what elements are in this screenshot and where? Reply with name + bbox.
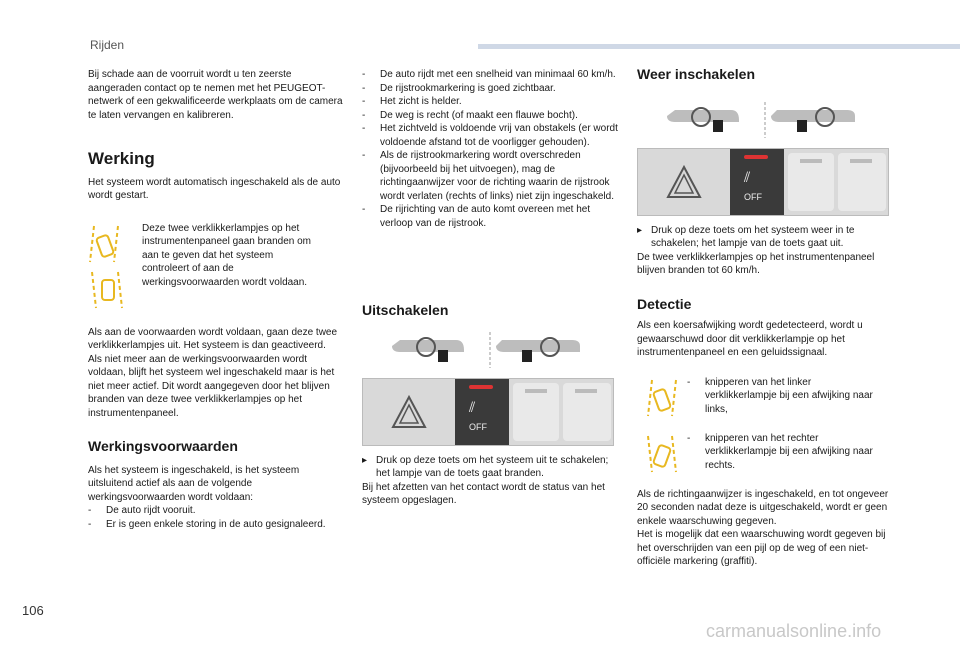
detect-left-block (637, 376, 893, 420)
button-panel-photo (637, 148, 889, 216)
detectie-para2: Het is mogelijk dat een waarschuwing wordt gegeven bij het overschrijden van een pijl op de weg of een niet-officiële markering (graffiti). (637, 529, 886, 567)
lane-assist-button[interactable] (455, 379, 509, 445)
list-item: - De auto rijdt vooruit. (88, 504, 344, 518)
section-title-uitschakelen: Uitschakelen (362, 302, 449, 318)
lamp-icons (88, 222, 142, 310)
steering-controls-illustration (637, 100, 893, 140)
intro-paragraph: Bij schade aan de voorruit wordt u ten zeerste aangeraden contact op te nemen met het PEUGEOT-netwerk of een gekwalificeerde werkplaats om de camera te laten vervangen en kalibreren. (88, 69, 343, 121)
step-arrow-icon: ▸ (637, 224, 643, 236)
hazard-icon (638, 149, 730, 215)
button-indicator-light (469, 385, 493, 389)
detect-right-list (687, 432, 873, 476)
lamp-text: Deze twee verklikkerlampjes op het instrumentenpaneel gaan branden om aan te geven dat het systeem controleert of aan de werkingsvoorwaarden wordt voldaan. (142, 222, 312, 288)
list-item: - Het zicht is helder. (362, 95, 618, 109)
voorwaarden-text: Als het systeem is ingeschakeld, is het systeem uitsluitend actief als aan de volgende werkingsvoorwaarden wordt voldaan: (88, 464, 300, 503)
panel-button-2 (788, 153, 834, 211)
column-3 (637, 68, 893, 569)
detectie-para1: Als de richtingaanwijzer is ingeschakeld, en tot ongeveer 20 seconden nadat deze is uitgeschakeld, wordt er geen enkele waarschuwing gegeven. (637, 488, 889, 527)
page-number: 106 (22, 603, 44, 618)
off-label: OFF (469, 421, 487, 432)
list-item: - Het zichtveld is voldoende vrij van obstakels (er wordt voldoende afstand tot de voorligger gehouden). (362, 122, 618, 149)
step-arrow-icon: ▸ (362, 454, 368, 466)
list-item: - Als de rijstrookmarkering wordt overschreden (bijvoorbeeld bij het uitvoegen), mag de richtingaanwijzer voor de richting waarin de rijstrook wordt verlaten (rechts of links) niet zijn ingeschakeld. (362, 149, 618, 203)
list-item: - De auto rijdt met een snelheid van minimaal 60 km/h. (362, 68, 618, 82)
panel-button-3 (563, 383, 611, 441)
detect-right-block (637, 432, 893, 476)
lane-lamp-bottom-icon (88, 270, 128, 310)
weer-step-text: Druk op deze toets om het systeem weer in te schakelen; het lampje van de toets gaat uit. (651, 224, 855, 249)
hazard-icon (363, 379, 455, 445)
weer-step (637, 224, 893, 251)
list-item: - knipperen van het rechter verklikkerlampje bij een afwijking naar rechts. (687, 432, 873, 473)
uit-note: Bij het afzetten van het contact wordt de status van het systeem opgeslagen. (362, 481, 605, 506)
column-2 (362, 68, 618, 508)
list-item: - De rijrichting van de auto komt overeen met het verloop van de rijstrook. (362, 203, 618, 230)
button-indicator-light (744, 155, 768, 159)
conditions-unmet-text: Als niet meer aan de werkingsvoorwaarden wordt voldaan, blijft het systeem wel ingeschakeld maar is het niet meer actief. Dit wordt aangegeven door het blijven branden van deze twee verklikkerlampjes op het instrumentenpaneel. (88, 353, 335, 419)
panel-button-2 (513, 383, 559, 441)
steering-controls-illustration (362, 330, 618, 370)
werking-text: Het systeem wordt automatisch ingeschakeld als de auto wordt gestart. (88, 176, 341, 201)
lane-lamp-left-icon (637, 376, 687, 420)
lane-button-icon: ⫽ (469, 398, 476, 415)
section-title-weer-inschakelen: Weer inschakelen (637, 66, 756, 82)
section-title-werking: Werking (88, 149, 155, 168)
off-label: OFF (744, 191, 762, 202)
lane-lamp-right-icon (637, 432, 687, 476)
list-item: - De weg is recht (of maakt een flauwe bocht). (362, 109, 618, 123)
panel-button-3 (838, 153, 886, 211)
watermark: carmanualsonline.info (706, 621, 882, 641)
lane-button-icon: ⫽ (744, 168, 751, 185)
uit-step (362, 454, 618, 481)
list-item: - knipperen van het linker verklikkerlampje bij een afwijking naar links, (687, 376, 873, 417)
list-item: - Er is geen enkele storing in de auto gesignaleerd. (88, 518, 344, 532)
button-panel-photo (362, 378, 614, 446)
uit-step-text: Druk op deze toets om het systeem uit te schakelen; het lampje van de toets gaat branden. (376, 454, 609, 479)
detectie-text: Als een koersafwijking wordt gedetecteerd, wordt u gewaarschuwd door dit verklikkerlampje op het instrumentenpaneel en een geluidssignaal. (637, 320, 863, 358)
lane-assist-button[interactable] (730, 149, 784, 215)
list-item: - De rijstrookmarkering is goed zichtbaar. (362, 82, 618, 96)
conditions-list (362, 68, 618, 230)
lane-lamp-top-icon (88, 222, 128, 266)
lamp-block (88, 222, 344, 310)
column-1 (88, 68, 344, 531)
detect-left-list (687, 376, 873, 420)
page-header-title: Rijden (90, 38, 125, 52)
section-title-werkingsvoorwaarden: Werkingsvoorwaarden (88, 438, 238, 454)
section-title-detectie: Detectie (637, 295, 692, 312)
conditions-met-text: Als aan de voorwaarden wordt voldaan, gaan deze twee verklikkerlampjes uit. Het systeem is dan geactiveerd. (88, 326, 338, 351)
weer-note: De twee verklikkerlampjes op het instrumentenpaneel blijven branden tot 60 km/h. (637, 251, 875, 276)
voorwaarden-list (88, 504, 344, 531)
header-bar (478, 44, 960, 49)
